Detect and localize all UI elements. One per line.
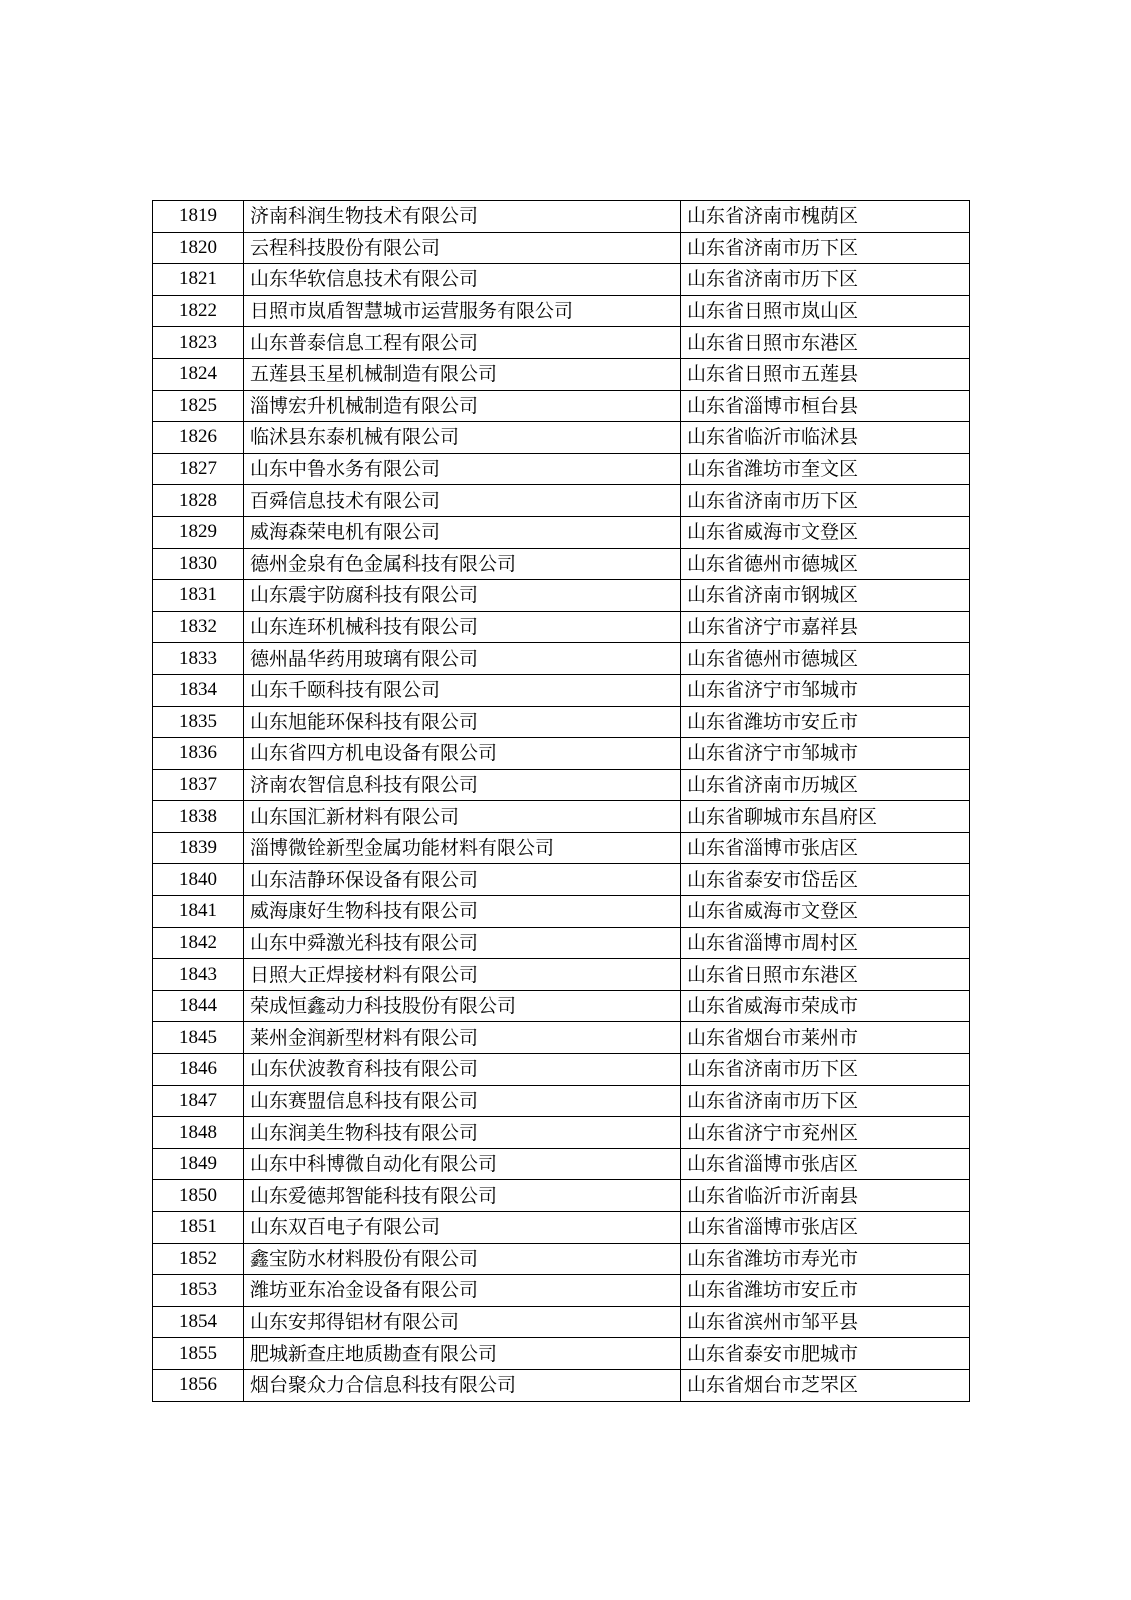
table-row (153, 1212, 970, 1244)
company-location: 山东省淄博市周村区 (681, 927, 970, 959)
row-number: 1824 (153, 358, 244, 390)
table-row (153, 548, 970, 580)
row-number: 1848 (153, 1117, 244, 1149)
row-number: 1829 (153, 516, 244, 548)
company-location: 山东省济南市钢城区 (681, 580, 970, 612)
company-location: 山东省滨州市邹平县 (681, 1306, 970, 1338)
table-row (153, 264, 970, 296)
table-row (153, 864, 970, 896)
row-number: 1840 (153, 864, 244, 896)
table-row (153, 643, 970, 675)
row-number: 1854 (153, 1306, 244, 1338)
row-number: 1822 (153, 295, 244, 327)
company-name: 莱州金润新型材料有限公司 (244, 1022, 681, 1054)
company-location: 山东省烟台市芝罘区 (681, 1369, 970, 1401)
company-name: 山东中鲁水务有限公司 (244, 453, 681, 485)
company-location: 山东省潍坊市安丘市 (681, 1275, 970, 1307)
company-name: 山东华软信息技术有限公司 (244, 264, 681, 296)
row-number: 1833 (153, 643, 244, 675)
company-name: 山东中舜激光科技有限公司 (244, 927, 681, 959)
table-row (153, 674, 970, 706)
row-number: 1849 (153, 1148, 244, 1180)
row-number: 1819 (153, 201, 244, 233)
row-number: 1850 (153, 1180, 244, 1212)
table-row (153, 485, 970, 517)
company-name: 山东中科博微自动化有限公司 (244, 1148, 681, 1180)
company-name: 山东安邦得铝材有限公司 (244, 1306, 681, 1338)
table-row (153, 1338, 970, 1370)
table-row (153, 1243, 970, 1275)
company-name: 山东双百电子有限公司 (244, 1212, 681, 1244)
table-row (153, 201, 970, 233)
table-row (153, 1054, 970, 1086)
company-name: 临沭县东泰机械有限公司 (244, 422, 681, 454)
row-number: 1841 (153, 896, 244, 928)
company-location: 山东省潍坊市寿光市 (681, 1243, 970, 1275)
table-row (153, 738, 970, 770)
company-name: 济南科润生物技术有限公司 (244, 201, 681, 233)
company-location: 山东省德州市德城区 (681, 643, 970, 675)
table-row (153, 990, 970, 1022)
company-location: 山东省济宁市嘉祥县 (681, 611, 970, 643)
table-row (153, 611, 970, 643)
row-number: 1847 (153, 1085, 244, 1117)
row-number: 1825 (153, 390, 244, 422)
table-row (153, 927, 970, 959)
company-name: 鑫宝防水材料股份有限公司 (244, 1243, 681, 1275)
table-row (153, 832, 970, 864)
company-location: 山东省淄博市张店区 (681, 832, 970, 864)
company-location: 山东省日照市东港区 (681, 327, 970, 359)
row-number: 1839 (153, 832, 244, 864)
company-name: 山东国汇新材料有限公司 (244, 801, 681, 833)
row-number: 1853 (153, 1275, 244, 1307)
table-row (153, 1117, 970, 1149)
row-number: 1821 (153, 264, 244, 296)
table-row (153, 801, 970, 833)
company-location: 山东省济南市历下区 (681, 1085, 970, 1117)
company-name: 山东普泰信息工程有限公司 (244, 327, 681, 359)
row-number: 1820 (153, 232, 244, 264)
row-number: 1835 (153, 706, 244, 738)
table-row (153, 1369, 970, 1401)
table-row (153, 327, 970, 359)
company-location: 山东省日照市东港区 (681, 959, 970, 991)
table-row (153, 1148, 970, 1180)
row-number: 1855 (153, 1338, 244, 1370)
company-location: 山东省临沂市沂南县 (681, 1180, 970, 1212)
company-location: 山东省泰安市肥城市 (681, 1338, 970, 1370)
company-name: 云程科技股份有限公司 (244, 232, 681, 264)
company-location: 山东省潍坊市安丘市 (681, 706, 970, 738)
company-location: 山东省临沂市临沭县 (681, 422, 970, 454)
company-name: 五莲县玉星机械制造有限公司 (244, 358, 681, 390)
company-name: 烟台聚众力合信息科技有限公司 (244, 1369, 681, 1401)
company-name: 淄博宏升机械制造有限公司 (244, 390, 681, 422)
row-number: 1828 (153, 485, 244, 517)
row-number: 1823 (153, 327, 244, 359)
company-name: 山东千颐科技有限公司 (244, 674, 681, 706)
table-row (153, 1306, 970, 1338)
company-name: 威海康好生物科技有限公司 (244, 896, 681, 928)
company-name: 山东洁静环保设备有限公司 (244, 864, 681, 896)
company-location: 山东省济宁市邹城市 (681, 674, 970, 706)
company-location: 山东省济宁市兖州区 (681, 1117, 970, 1149)
row-number: 1837 (153, 769, 244, 801)
company-location: 山东省济南市历下区 (681, 1054, 970, 1086)
company-location: 山东省日照市五莲县 (681, 358, 970, 390)
row-number: 1846 (153, 1054, 244, 1086)
table-row (153, 232, 970, 264)
row-number: 1851 (153, 1212, 244, 1244)
row-number: 1842 (153, 927, 244, 959)
company-location: 山东省济南市历下区 (681, 232, 970, 264)
company-name: 济南农智信息科技有限公司 (244, 769, 681, 801)
company-name: 山东赛盟信息科技有限公司 (244, 1085, 681, 1117)
company-name: 淄博微铨新型金属功能材料有限公司 (244, 832, 681, 864)
table-row (153, 706, 970, 738)
company-list-table (152, 200, 970, 1402)
company-location: 山东省潍坊市奎文区 (681, 453, 970, 485)
company-location: 山东省威海市荣成市 (681, 990, 970, 1022)
company-name: 百舜信息技术有限公司 (244, 485, 681, 517)
table-row (153, 1180, 970, 1212)
table-row (153, 959, 970, 991)
table-row (153, 358, 970, 390)
company-name: 肥城新查庄地质勘查有限公司 (244, 1338, 681, 1370)
company-location: 山东省淄博市张店区 (681, 1212, 970, 1244)
company-list-body (153, 201, 970, 1402)
company-location: 山东省济南市历下区 (681, 485, 970, 517)
company-name: 山东震宇防腐科技有限公司 (244, 580, 681, 612)
company-name: 山东爱德邦智能科技有限公司 (244, 1180, 681, 1212)
company-name: 德州金泉有色金属科技有限公司 (244, 548, 681, 580)
table-row (153, 896, 970, 928)
table-row (153, 1022, 970, 1054)
row-number: 1827 (153, 453, 244, 485)
row-number: 1838 (153, 801, 244, 833)
company-name: 德州晶华药用玻璃有限公司 (244, 643, 681, 675)
company-name: 山东润美生物科技有限公司 (244, 1117, 681, 1149)
row-number: 1844 (153, 990, 244, 1022)
table-row (153, 516, 970, 548)
company-location: 山东省聊城市东昌府区 (681, 801, 970, 833)
company-name: 潍坊亚东冶金设备有限公司 (244, 1275, 681, 1307)
row-number: 1830 (153, 548, 244, 580)
company-location: 山东省济南市历城区 (681, 769, 970, 801)
row-number: 1826 (153, 422, 244, 454)
row-number: 1856 (153, 1369, 244, 1401)
table-row (153, 453, 970, 485)
company-name: 日照大正焊接材料有限公司 (244, 959, 681, 991)
company-location: 山东省泰安市岱岳区 (681, 864, 970, 896)
company-name: 山东省四方机电设备有限公司 (244, 738, 681, 770)
table-row (153, 580, 970, 612)
company-name: 山东伏波教育科技有限公司 (244, 1054, 681, 1086)
company-location: 山东省淄博市桓台县 (681, 390, 970, 422)
company-location: 山东省济南市槐荫区 (681, 201, 970, 233)
row-number: 1845 (153, 1022, 244, 1054)
table-row (153, 1275, 970, 1307)
table-row (153, 769, 970, 801)
company-location: 山东省淄博市张店区 (681, 1148, 970, 1180)
row-number: 1834 (153, 674, 244, 706)
table-row (153, 295, 970, 327)
company-name: 山东旭能环保科技有限公司 (244, 706, 681, 738)
row-number: 1843 (153, 959, 244, 991)
company-name: 山东连环机械科技有限公司 (244, 611, 681, 643)
table-row (153, 1085, 970, 1117)
row-number: 1852 (153, 1243, 244, 1275)
company-location: 山东省威海市文登区 (681, 516, 970, 548)
row-number: 1836 (153, 738, 244, 770)
company-location: 山东省济南市历下区 (681, 264, 970, 296)
company-name: 荣成恒鑫动力科技股份有限公司 (244, 990, 681, 1022)
row-number: 1831 (153, 580, 244, 612)
company-location: 山东省德州市德城区 (681, 548, 970, 580)
company-location: 山东省日照市岚山区 (681, 295, 970, 327)
company-location: 山东省威海市文登区 (681, 896, 970, 928)
company-location: 山东省烟台市莱州市 (681, 1022, 970, 1054)
row-number: 1832 (153, 611, 244, 643)
company-name: 威海森荣电机有限公司 (244, 516, 681, 548)
table-row (153, 390, 970, 422)
company-location: 山东省济宁市邹城市 (681, 738, 970, 770)
table-row (153, 422, 970, 454)
company-name: 日照市岚盾智慧城市运营服务有限公司 (244, 295, 681, 327)
